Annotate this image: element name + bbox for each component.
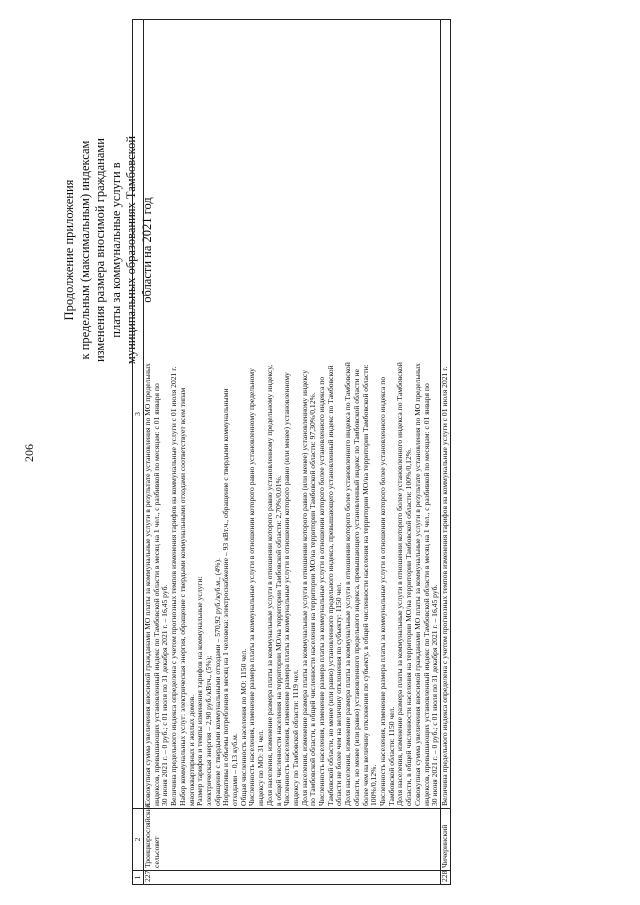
column-header: 2 xyxy=(133,809,144,871)
description-line: индексу по Тамбовской области: 1119 чел. xyxy=(290,669,300,806)
description-line: более чем на величину отклонения по субъекту, в общей численности населения на территории МО/на территории Тамбовской области: xyxy=(360,364,370,806)
municipality-name: Троицкоросляйский сельсовет xyxy=(144,809,441,871)
description-line: Тамбовской области, но менее (или равно) установленного предельного индекса, превышающего установленный индекс по Тамбовской xyxy=(325,365,335,806)
description-line: индексов, превышающих установленный индекс по Тамбовской области в месяц на 1 чел., с разбивкой по месяцам: с 01 января по xyxy=(421,383,431,806)
description-line: Размер тарифов и темпы изменения тарифов на коммунальные услуги: xyxy=(195,576,205,806)
indices-table xyxy=(132,19,451,885)
row-number: 227 xyxy=(144,871,441,885)
description-line: Доля населения, изменение размера платы за коммунальные услуги в отношении которого равно (или менее) установленному индексу xyxy=(299,370,309,806)
row-number: 228 xyxy=(440,871,450,885)
index-description xyxy=(440,20,450,809)
description-line: Численность населения, изменение размера платы за коммунальные услуги в отношении которого равно установленному предельному xyxy=(247,368,257,806)
description-line: обращение с твердыми коммунальными отходами – 570,92 руб./куб.м., (4%). xyxy=(212,558,222,806)
description-line: 100%/0,12%. xyxy=(369,764,379,806)
description-line: в общей численности населения на территории МО/на территории Тамбовской области: 2,70%/0,01%. xyxy=(273,475,283,806)
heading-line: муниципальных образованиях Тамбовской xyxy=(124,135,138,365)
description-line: Набор коммунальных услуг: электрическая энергия, обращение с твердыми коммунальными отходами соответствует всем типам xyxy=(177,387,187,806)
description-line: Численность населения, изменение размера платы за коммунальные услуги в отношении которого равно (или менее) установленному xyxy=(282,372,292,806)
description-line: Величина предельного индекса определена с учетом прогнозных темпов изменения тарифов на коммунальные услуги с 01 июля 2021 г. xyxy=(169,366,179,806)
description-line: Тамбовской области: 1150 чел. xyxy=(386,706,396,806)
description-line: Доля населения, изменение размера платы за коммунальные услуги в отношении которого равно установленному предельному индексу, xyxy=(264,364,274,806)
municipality-name: Чичеринский xyxy=(440,809,450,871)
description-line: 30 июня 2021 г. – 0 руб.; с 01 июля по 31 декабря 2021 г. – 16,45 руб. xyxy=(430,584,440,806)
index-description xyxy=(144,20,441,809)
description-line: Численность населения, изменение размера платы за коммунальные услуги в отношении которого более установленного индекса по xyxy=(317,376,327,806)
description-line: Величина предельного индекса определена с учетом прогнозных темпов изменения тарифов на коммунальные услуги с 01 июля 2021 г. xyxy=(439,366,449,806)
description-line: области, но менее (или равно) установленного предельного индекса, превышающего установленный индекс по Тамбовской области не xyxy=(351,369,361,806)
description-line: Доля населения, изменение размера платы за коммунальные услуги в отношении которого более установленного индекса по Тамбовской xyxy=(343,362,353,806)
description-line: Численность населения, изменение размера платы за коммунальные услуги в отношении которого более установленного индекса по xyxy=(377,376,387,806)
column-header: 3 xyxy=(133,20,144,809)
description-line: 30 июня 2021 г. – 0 руб.; с 01 июля по 31 декабря 2021 г. – 16,45 руб. xyxy=(160,584,170,806)
description-line: Доля населения, изменение размера платы за коммунальные услуги в отношении которого более установленного индекса по Тамбовской xyxy=(395,362,405,806)
description-line: отходами – 0,13 куб.м. xyxy=(230,733,240,806)
table-row xyxy=(144,20,441,885)
description-line: области, в общей численности населения на территории МО/на территории Тамбовской области: 100%/0,12%. xyxy=(404,447,414,806)
heading-line: к предельным (максимальным) индексам xyxy=(77,140,92,360)
heading-line: платы за коммунальные услуги в xyxy=(108,162,123,338)
description-line: Совокупная сумма увеличения вносимой гражданами МО платы за коммунальные услуги в результате установления по МО предельных xyxy=(143,363,152,806)
description-line: Общая численность населения по МО: 1150 чел. xyxy=(238,648,248,806)
heading-line: Продолжение приложения xyxy=(62,179,76,321)
page-number: 206 xyxy=(22,444,36,462)
table-row xyxy=(440,20,450,885)
description-line: Совокупная сумма увеличения вносимой гражданами МО платы за коммунальные услуги в результате установления по МО предельных xyxy=(412,363,422,806)
description-line: индексу по МО: 31 чел. xyxy=(256,729,266,806)
description-line: электрическая энергия – 2,90 руб./кВтч., (5%); xyxy=(203,655,213,806)
table-header-row xyxy=(133,20,144,885)
description-line: Нормативы и объемы потребления в месяц на 1 человека: электроснабжение – 93 кВт.ч., обращение с твердыми коммунальными xyxy=(221,388,231,806)
heading-line: изменения размера вносимой гражданами xyxy=(93,138,107,363)
description-line: области не более чем на величину отклонения по субъекту: 1150 чел. xyxy=(334,582,344,806)
column-header: 1 xyxy=(133,871,144,885)
description-line: индексов, превышающих установленный индекс по Тамбовской области в месяц на 1 чел., с разбивкой по месяцам: с 01 января по xyxy=(151,383,161,806)
description-line: по Тамбовской области, в общей численности населения на территории МО/на территории Тамбовской области: 97,30%/0,12%. xyxy=(308,392,318,806)
heading-line: области на 2021 год xyxy=(139,197,154,303)
description-line: многоквартирных и жилых домов. xyxy=(186,694,196,806)
